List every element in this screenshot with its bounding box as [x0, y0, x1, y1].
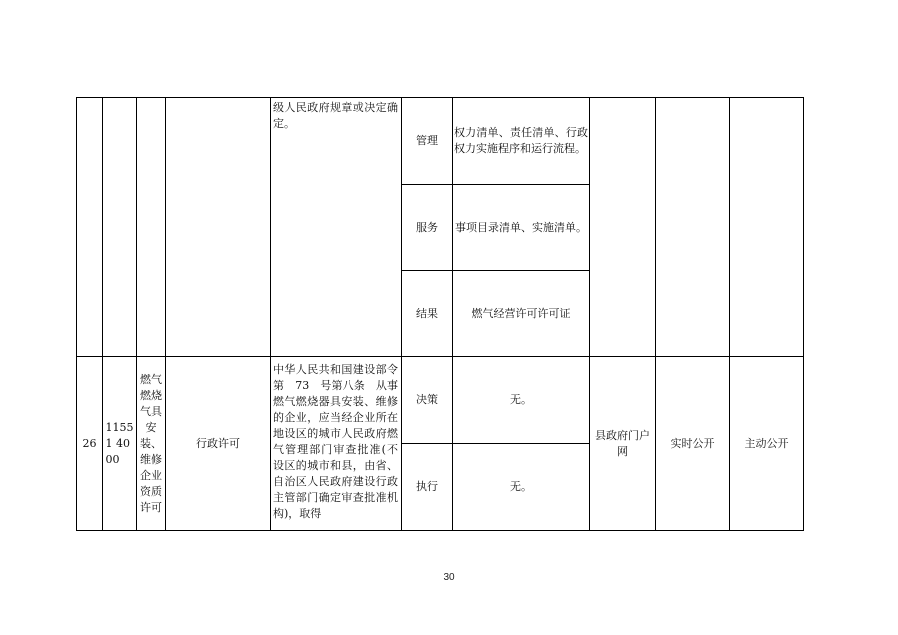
stage-content-fuwu: 事项目录清单、实施清单。: [455, 220, 587, 234]
stage-content-guanli: [453, 98, 589, 184]
stage-label-jieguo: 结果: [416, 306, 438, 320]
item-category: 行政许可: [196, 436, 240, 450]
col-line-4: [270, 97, 271, 531]
stage-label-zhixing: 执行: [416, 480, 438, 493]
item-name-text: 燃气燃烧气具安装、维修企业资质许可: [140, 372, 162, 514]
stage-content-guanli-text: 权力清单、责任清单、行政权力实施程序和运行流程。: [454, 126, 588, 155]
item-code: [103, 357, 136, 530]
item-code-text: 11551 4000: [105, 420, 134, 466]
stage-label-guanli: 管理: [416, 134, 438, 147]
page-number: 30: [443, 572, 455, 583]
stage-content-zhixing: 无。: [510, 480, 532, 493]
table-bottom-border: [76, 530, 803, 531]
publish-timing: 实时公开: [670, 436, 715, 450]
stage-label-fuwu: 服务: [416, 220, 438, 234]
item-name: [137, 357, 165, 530]
legal-basis: 中华人民共和国建设部令第 73 号第八条 从事燃气燃烧器具安装、维修的企业，应当经企业所在地设区的城市人民政府燃气管理部门审查批准(不设区的城市和县，由省、自治区人民政府建设行政主管部门确定审查批准机构)，取得: [273, 363, 398, 520]
stage-content-jieguo: 燃气经营许可许可证: [471, 306, 571, 320]
publish-mode: 主动公开: [744, 436, 789, 450]
stage-label-juece: 决策: [416, 393, 438, 406]
col-line-10: [803, 97, 804, 531]
basis-continuation: 级人民政府规章或决定确定。: [273, 101, 398, 130]
publish-channel-text: 县政府门户网: [595, 428, 650, 458]
publish-channel: [590, 357, 655, 530]
stage-content-juece: 无。: [510, 393, 532, 406]
row-sequence-number: 26: [82, 436, 97, 450]
